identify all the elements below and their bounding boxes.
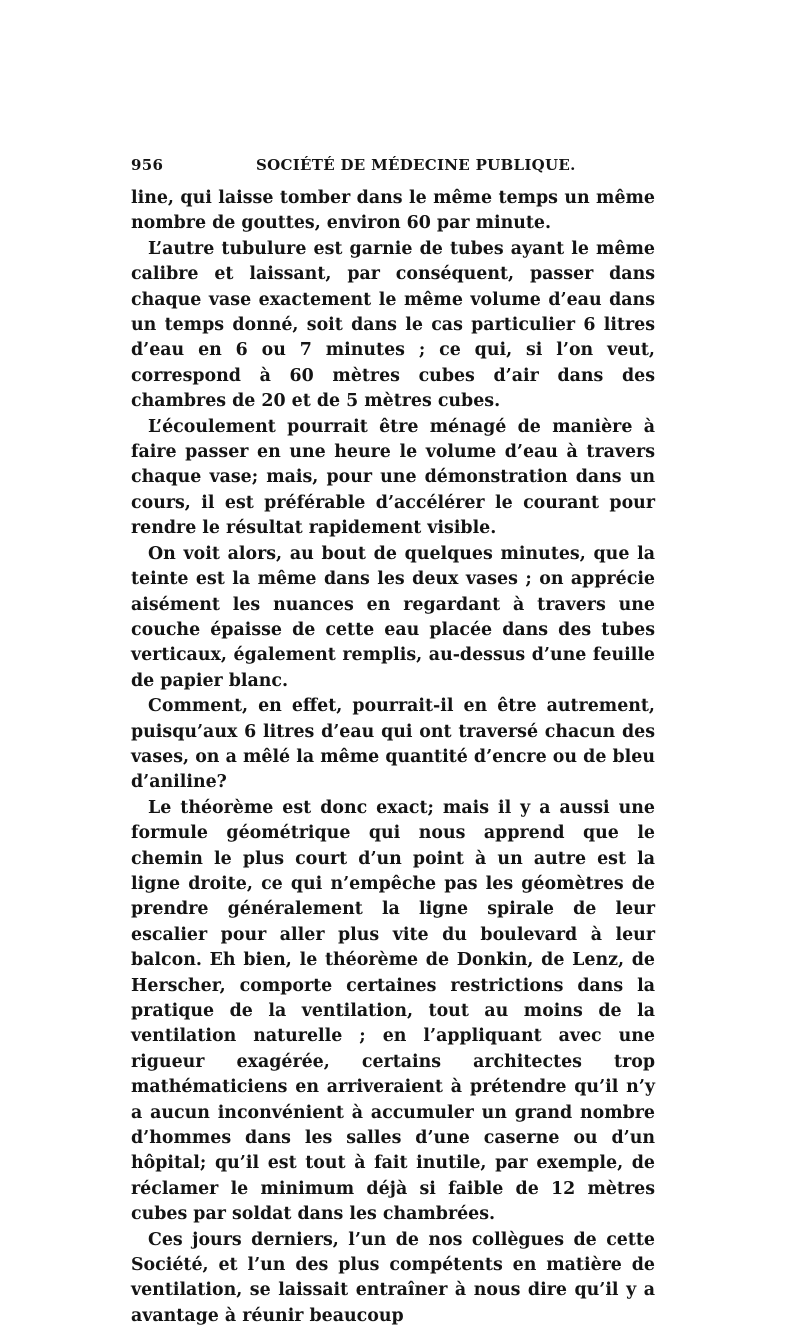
body-text [131,186,655,1329]
paragraph: L’autre tubulure est garnie de tubes ayant le même calibre et laissant, par conséquent, passer dans chaque vase exactement le même volume d’eau dans un temps donné, soit dans le cas particulier 6 litres d’eau en 6 ou 7 minutes ; ce qui, si l’on veut, correspond à 60 mètres cubes d’air dans des chambres de 20 et de 5 mètres cubes. [131,238,655,412]
page-header [131,156,655,182]
paragraph: line, qui laisse tomber dans le même temps un même nombre de gouttes, environ 60 par minute. [131,188,655,234]
paragraph: Le théorème est donc exact; mais il y a aussi une formule géométrique qui nous apprend que le chemin le plus court d’un point à un autre est la ligne droite, ce qui n’empêche pas les géomètres de prendre généralement la ligne spirale de leur escalier pour aller plus vite du boulevard à leur balcon. Eh bien, le théorème de Donkin, de Lenz, de Herscher, comporte certaines restrictions dans la pratique de la ventilation, tout au moins de la ventilation naturelle ; en l’appliquant avec une rigueur exagérée, certains architectes trop mathématiciens en arriveraient à prétendre qu’il n’y a aucun inconvénient à accumuler un grand nombre d’hommes dans les salles d’une caserne ou d’un hôpital; qu’il est tout à fait inutile, par exemple, de réclamer le minimum déjà si faible de 12 mètres cubes par soldat dans les chambrées. [131,797,655,1225]
paragraph: Ces jours derniers, l’un de nos collègues de cette Société, et l’un des plus compétents en matière de ventilation, se laissait entraîner à nous dire qu’il y a avantage à réunir beaucoup [131,1229,655,1326]
paragraph: Comment, en effet, pourrait-il en être autrement, puisqu’aux 6 litres d’eau qui ont traversé chacun des vases, on a mêlé la même quantité d’encre ou de bleu d’aniline? [131,696,655,793]
paragraph: L’écoulement pourrait être ménagé de manière à faire passer en une heure le volume d’eau à travers chaque vase; mais, pour une démonstration dans un cours, il est préférable d’accélérer le courant pour rendre le résultat rapidement visible. [131,416,655,539]
page-number: 956 [131,156,164,174]
running-head: SOCIÉTÉ DE MÉDECINE PUBLIQUE. [256,156,576,174]
paragraph: On voit alors, au bout de quelques minutes, que la teinte est la même dans les deux vases ; on apprécie aisément les nuances en regardant à travers une couche épaisse de cette eau placée dans des tubes verticaux, également remplis, au-dessus d’une feuille de papier blanc. [131,543,655,691]
